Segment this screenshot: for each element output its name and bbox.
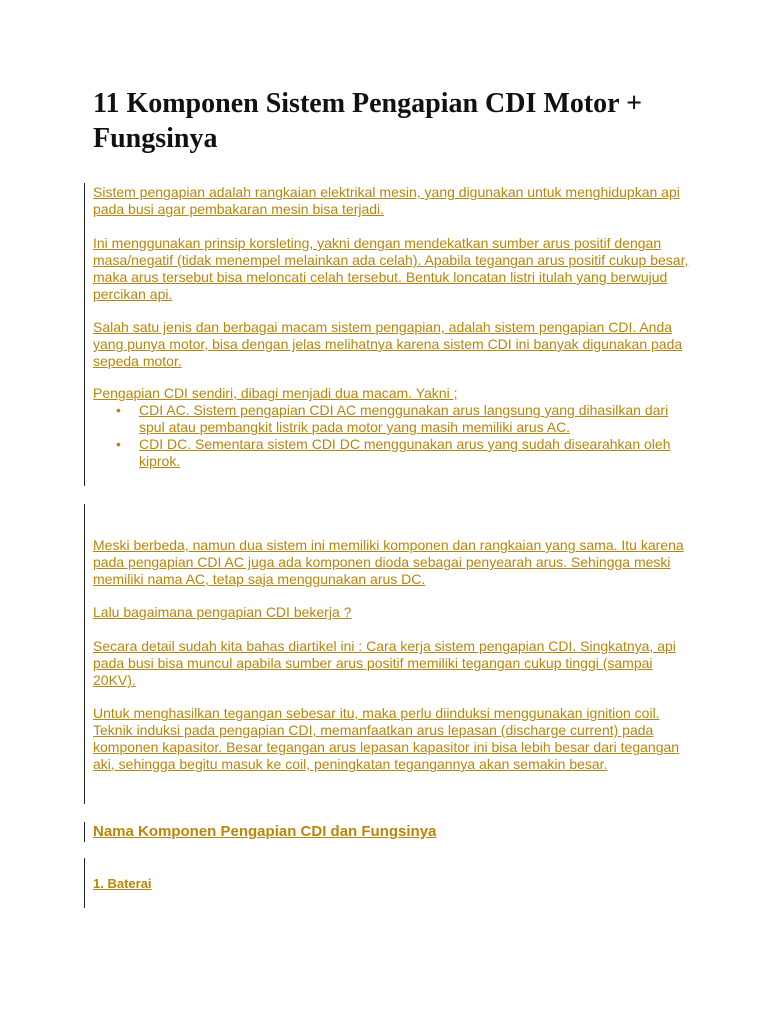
left-border-bar [84,183,85,486]
cdi-type-list [93,402,693,470]
paragraph-link[interactable]: Lalu bagaimana pengapian CDI bekerja ? [93,604,352,620]
page-title: 11 Komponen Sistem Pengapian CDI Motor + Fungsinya [93,88,643,154]
paragraph-link[interactable]: Ini menggunakan prinsip korsleting, yakni dengan mendekatkan sumber arus positif dengan masa/negatif (tidak menempel melainkan ada celah). Apabila tegangan arus positif cukup besar, maka arus tersebut bisa meloncati celah tersebut. Bentuk loncatan listri itulah yang berwujud percikan api. [93,235,689,302]
bullet-icon: • [116,402,121,418]
left-border-bar [84,858,85,908]
list-item[interactable] [93,436,693,470]
left-border-bar [84,504,85,804]
paragraph-link[interactable]: Secara detail sudah kita bahas diartikel ini : Cara kerja sistem pengapian CDI. Singkatnya, api pada busi bisa muncul apabila sumber arus positif memiliki tegangan cukup tinggi (sampai 20KV). [93,638,676,688]
list-item-text: CDI AC. Sistem pengapian CDI AC menggunakan arus langsung yang dihasilkan dari spul atau pembangkit listrik pada motor yang masih memiliki arus AC. [139,402,669,435]
list-item[interactable] [93,402,693,436]
paragraph-link[interactable]: Sistem pengapian adalah rangkaian elektrikal mesin, yang digunakan untuk menghidupkan api pada busi agar pembakaran mesin bisa terjadi. [93,184,680,217]
paragraph-link[interactable]: Salah satu jenis dan berbagai macam sistem pengapian, adalah sistem pengapian CDI. Anda yang punya motor, bisa dengan jelas melihatnya karena sistem CDI ini banyak digunakan pada sepeda motor. [93,319,683,369]
component-subheading[interactable]: 1. Baterai [93,876,152,891]
bullet-icon: • [116,436,121,452]
section-heading[interactable]: Nama Komponen Pengapian CDI dan Fungsinya [93,823,437,840]
paragraph-link[interactable]: Untuk menghasilkan tegangan sebesar itu, maka perlu diinduksi menggunakan ignition coil. Teknik induksi pada pengapian CDI, memanfaatkan arus lepasan (discharge current) pada komponen kapasitor. Besar tegangan arus lepasan kapasitor ini bisa lebih besar dari tegangan aki, sehingga begitu masuk ke coil, peningkatan tegangannya akan semakin besar. [93,705,680,772]
left-border-bar [84,822,85,842]
paragraph-link[interactable]: Pengapian CDI sendiri, dibagi menjadi dua macam. Yakni ; [93,385,458,401]
paragraph-link[interactable]: Meski berbeda, namun dua sistem ini memiliki komponen dan rangkaian yang sama. Itu karena pada pengapian CDI AC juga ada komponen dioda sebagai penyearah arus. Sehingga meski memiliki nama AC, tetap saja menggunakan arus DC. [93,537,684,587]
list-item-text: CDI DC. Sementara sistem CDI DC menggunakan arus yang sudah disearahkan oleh kiprok. [139,436,671,469]
